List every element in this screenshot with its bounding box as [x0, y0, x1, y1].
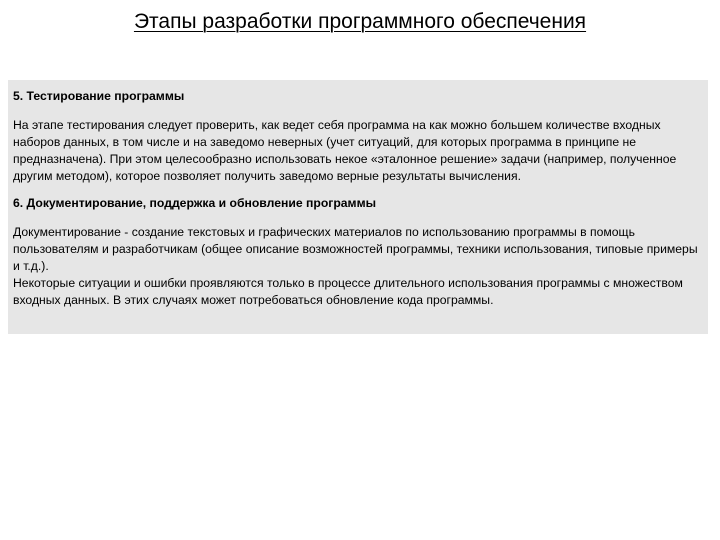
- section-paragraph-testing: На этапе тестирования следует проверить, как ведет себя программа на как можно большем количестве входных наборов данных, в том числе и на заведомо неверных (учет ситуаций, для которых программа в принципе не предназначена). При этом целесообразно использовать некое «эталонное решение» задачи (например, полученное другим методом), которое позволяет получить заведомо верные результаты вычисления.: [13, 118, 677, 183]
- section-paragraph-updates: Некоторые ситуации и ошибки проявляются только в процессе длительного использования программы с множеством входных данных. В этих случаях может потребоваться обновление кода программы.: [13, 276, 683, 307]
- section-heading-documentation: 6. Документирование, поддержка и обновление программы: [13, 196, 376, 210]
- slide-title: Этапы разработки программного обеспечения: [133, 10, 587, 33]
- content-box: [8, 80, 708, 334]
- section-heading-testing: 5. Тестирование программы: [13, 89, 185, 103]
- section-paragraph-documentation: Документирование - создание текстовых и графических материалов по использованию программы в помощь пользователям и разработчикам (общее описание возможностей программы, техники использования, типовые примеры и т.д.).: [13, 225, 698, 273]
